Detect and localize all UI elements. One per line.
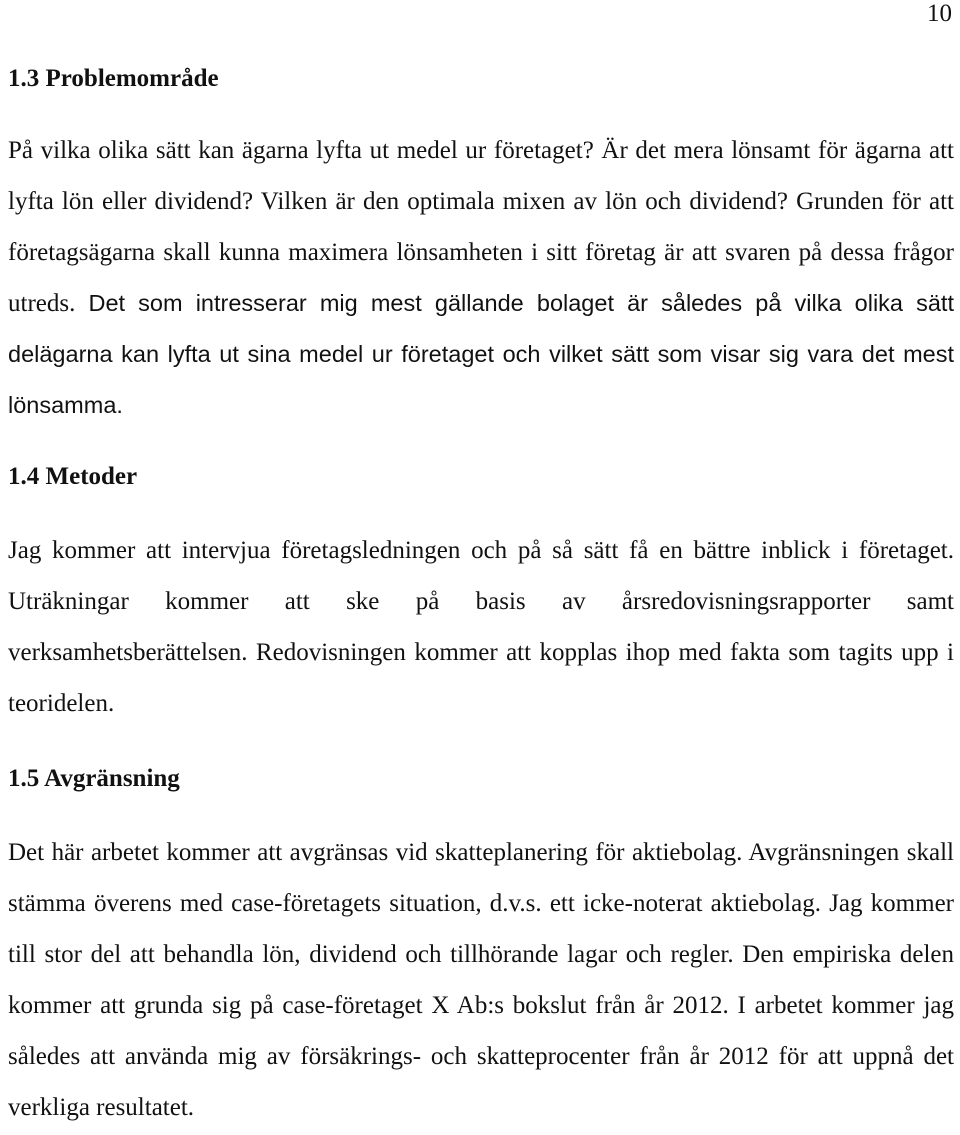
section-paragraph-metoder: Jag kommer att intervjua företagsledningen och på så sätt få en bättre inblick i företaget. Uträkningar kommer att ske på basis av årsredovisningsrapporter samt verksamhetsberättelsen. Redovisningen kommer att kopplas ihop med fakta som tagits upp i teoridelen. [8, 537, 954, 717]
document-page [8, 55, 954, 1133]
section-heading-avgransning: 1.5 Avgränsning [8, 765, 180, 792]
page-number: 10 [927, 0, 952, 27]
paragraph-serif-text: På vilka olika sätt kan ägarna lyfta ut medel ur företaget? Är det mera lönsamt för ägarna att lyfta lön eller dividend? Vilken är den optimala mixen av lön och dividend? Grunden för att företagsägarna skall kunna maximera lönsamheten i sitt företag är att svaren på dessa frågor utreds. [8, 137, 954, 317]
paragraph-sans-text: Det som intresserar mig mest gällande bolaget är således på vilka olika sätt delägarna kan lyfta ut sina medel ur företaget och vilket sätt som visar sig vara det mest lönsamma. [8, 290, 954, 418]
section-heading-problemomrade: 1.3 Problemområde [8, 65, 219, 92]
section-paragraph-problemomrade [8, 125, 954, 431]
section-heading-metoder: 1.4 Metoder [8, 463, 138, 490]
section-paragraph-avgransning: Det här arbetet kommer att avgränsas vid skatteplanering för aktiebolag. Avgränsningen skall stämma överens med case-företagets situation, d.v.s. ett icke-noterat aktiebolag. Jag kommer till stor del att behandla lön, dividend och tillhörande lagar och regler. Den empiriska delen kommer att grunda sig på case-företaget X Ab:s bokslut från år 2012. I arbetet kommer jag således att använda mig av försäkrings- och skatteprocenter från år 2012 för att uppnå det verkliga resultatet. [8, 839, 954, 1121]
